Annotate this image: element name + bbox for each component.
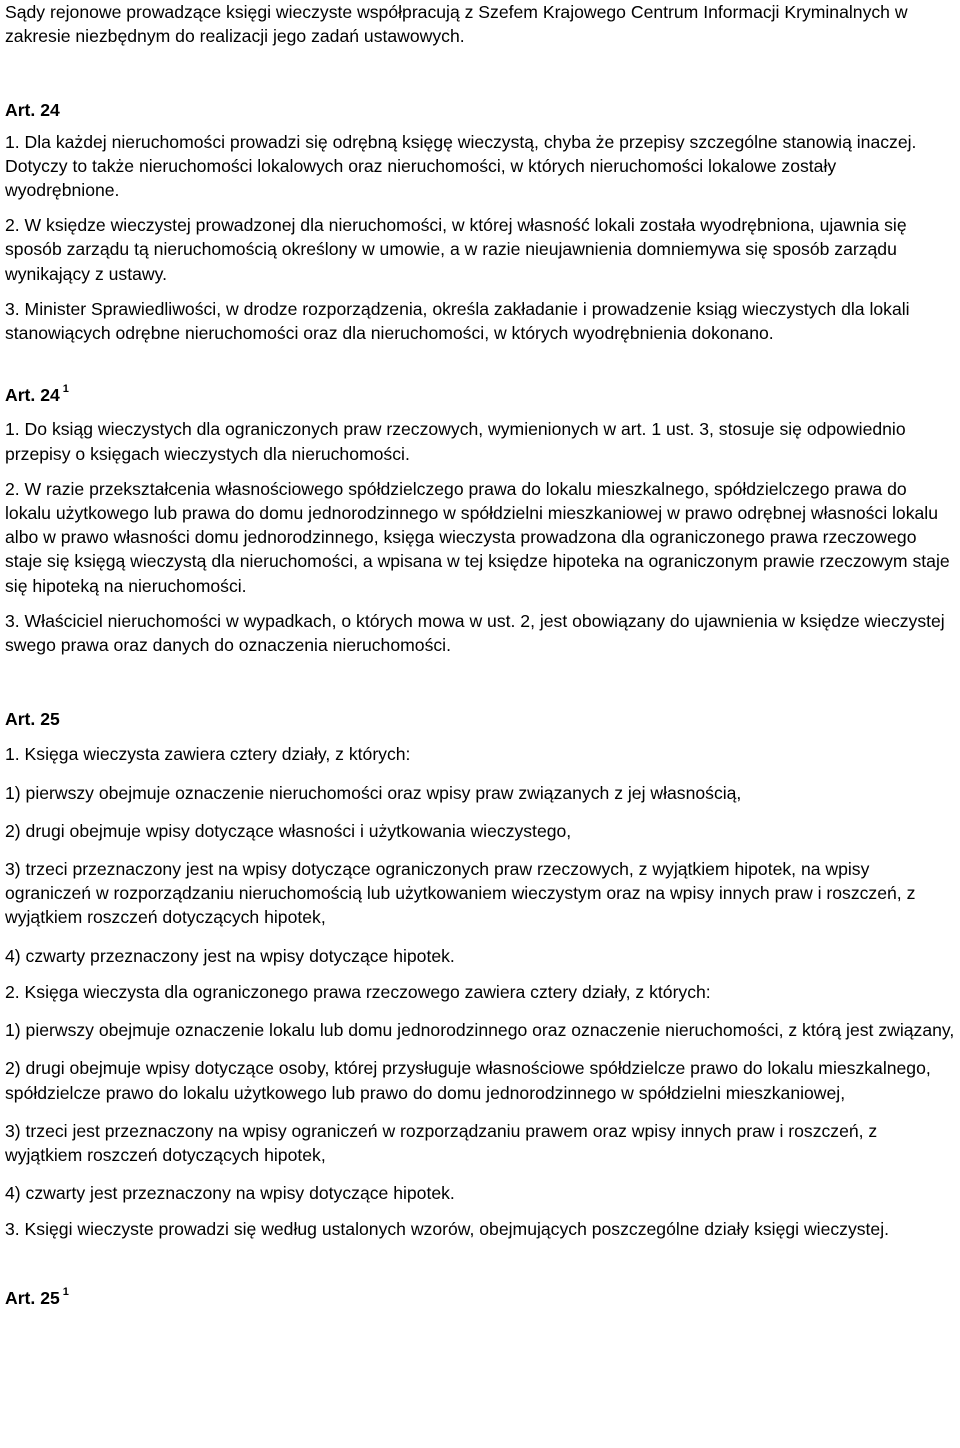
article-paragraph: 3. Minister Sprawiedliwości, w drodze rozporządzenia, określa zakładanie i prowadzenie ksiąg wieczystych dla lokali stanowiących odrębne nieruchomości oraz dla nieruchomości, w których wyodrębnienia dokonano.: [5, 298, 910, 344]
article-paragraph: 1. Księga wieczysta zawiera cztery działy, z których:: [5, 744, 411, 765]
document-page: [5, 0, 955, 1310]
article-heading: [5, 98, 955, 122]
article-paragraph: 3) trzeci jest przeznaczony na wpisy ograniczeń w rozporządzaniu prawem oraz wpisy innych praw i roszczeń, z wyjątkiem roszczeń dotyczących hipotek,: [5, 1120, 878, 1165]
article-paragraph: 2. Księga wieczysta dla ograniczonego prawa rzeczowego zawiera cztery działy, z których:: [5, 981, 711, 1002]
article-paragraph: 1) pierwszy obejmuje oznaczenie lokalu lub domu jednorodzinnego oraz oznaczenie nieruchomości, z którą jest związany,: [5, 1020, 955, 1041]
article-paragraph: 1. Dla każdej nieruchomości prowadzi się odrębną księgę wieczystą, chyba że przepisy szczególne stanowią inaczej. Dotyczy to także nieruchomości lokalowych oraz nieruchomości, w których nieruchomości lokalowe zostały wyodrębnione.: [5, 131, 917, 201]
article-paragraph: 3. Księgi wieczyste prowadzi się według ustalonych wzorów, obejmujących poszczególne działy księgi wieczystej.: [5, 1219, 890, 1240]
article-heading-text: Art. 24: [5, 385, 60, 406]
article-paragraph: 2) drugi obejmuje wpisy dotyczące własności i użytkowania wieczystego,: [5, 820, 572, 841]
article-heading-text: Art. 25: [5, 1287, 60, 1308]
article-heading: [5, 383, 955, 407]
article-paragraph: 3) trzeci przeznaczony jest na wpisy dotyczące ograniczonych praw rzeczowych, z wyjątkiem hipotek, na wpisy ograniczeń w rozporządzaniu nieruchomością lub użytkowaniem wieczystym oraz na wpisy innych praw i roszczeń, z wyjątkiem roszczeń dotyczących hipotek,: [5, 859, 916, 928]
article-heading: [5, 707, 955, 731]
article-paragraph: 2. W razie przekształcenia własnościowego spółdzielczego prawa do lokalu mieszkalnego, spółdzielczego prawa do lokalu użytkowego lub prawa do domu jednorodzinnego w spółdzielni mieszkaniowej w prawo odrębnej własności lokalu albo w prawo własności domu jednorodzinnego, księga wieczysta prowadzona dla ograniczonego prawa rzeczowego staje się księgą wieczystą dla nieruchomości, a wpisana w tej księdze hipoteka na ograniczonym prawie rzeczowym staje się hipoteką na nieruchomości.: [5, 478, 950, 596]
article-paragraph: 2) drugi obejmuje wpisy dotyczące osoby, której przysługuje własnościowe spółdzielcze prawo do lokalu mieszkalnego, spółdzielcze prawo do lokalu użytkowego lub prawo do domu jednorodzinnego w spółdzielni mieszkaniowej,: [5, 1058, 931, 1103]
article-paragraph: 4) czwarty przeznaczony jest na wpisy dotyczące hipotek.: [5, 945, 455, 966]
article-paragraph: 4) czwarty jest przeznaczony na wpisy dotyczące hipotek.: [5, 1183, 455, 1204]
article-heading-text: Art. 24: [5, 100, 60, 121]
article-paragraph: 1) pierwszy obejmuje oznaczenie nieruchomości oraz wpisy praw związanych z jej własnością,: [5, 782, 742, 803]
article-paragraph: 3. Właściciel nieruchomości w wypadkach, o których mowa w ust. 2, jest obowiązany do ujawnienia w księdze wieczystej swego prawa oraz danych do oznaczenia nieruchomości.: [5, 610, 945, 656]
article-paragraph: 2. W księdze wieczystej prowadzonej dla nieruchomości, w której własność lokali została wyodrębniona, ujawnia się sposób zarządu tą nieruchomością określony w umowie, a w razie nieujawnienia domniemywa się sposób zarządu wynikający z ustawy.: [5, 215, 907, 284]
article-heading-text: Art. 25: [5, 709, 60, 730]
article-heading-superscript: 1: [62, 383, 69, 396]
intro-paragraph: Sądy rejonowe prowadzące księgi wieczyste współpracują z Szefem Krajowego Centrum Informacji Kryminalnych w zakresie niezbędnym do realizacji jego zadań ustawowych.: [5, 2, 908, 47]
article-paragraph: 1. Do ksiąg wieczystych dla ograniczonych praw rzeczowych, wymienionych w art. 1 ust. 3, stosuje się odpowiednio przepisy o księgach wieczystych dla nieruchomości.: [5, 419, 906, 464]
article-heading: [5, 1286, 955, 1310]
article-heading-superscript: 1: [62, 1285, 69, 1298]
